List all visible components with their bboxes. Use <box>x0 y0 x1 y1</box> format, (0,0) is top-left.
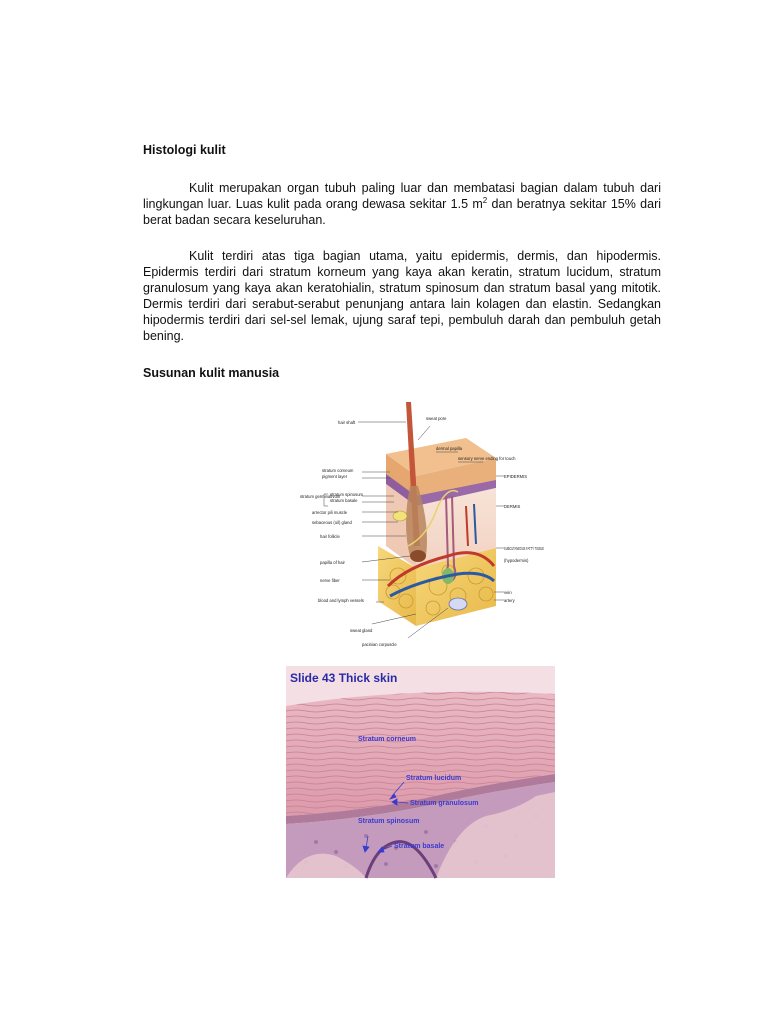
label-epidermis: EPIDERMIS <box>504 474 528 479</box>
skin-diagram <box>298 396 546 650</box>
label-lucidum: Stratum lucidum <box>406 775 462 782</box>
thick-skin-micrograph <box>286 666 555 878</box>
label-sensory-nerve: sensory nerve ending for touch <box>458 456 516 461</box>
label-basale: Stratum basale <box>394 843 445 850</box>
paragraph-1 <box>143 180 661 228</box>
pacinian-corpuscle <box>449 598 467 610</box>
label-dermis: DERMIS <box>504 504 521 509</box>
label-sweat-gland: sweat gland <box>350 628 373 633</box>
label-pigment-layer: pigment layer <box>322 474 348 479</box>
paragraph-2: Kulit terdiri atas tiga bagian utama, yaitu epidermis, dermis, dan hipodermis. Epidermis terdiri dari stratum korneum yang kaya akan keratin, stratum lucidum, stratum granulosum yang kaya akan keratohialin, stratum spinosum dan stratum basal yang mitotik. Dermis terdiri dari serabut-serabut penunjang antara lain kolagen dan elastin. Sedangkan hipodermis terdiri dari sel-sel lemak, ujung saraf tepi, pembuluh darah dan pembuluh getah bening. <box>143 249 661 343</box>
label-hair-shaft: hair shaft <box>338 420 356 425</box>
label-subcutaneous: SUBCUTANEOUS FATTY TISSUE <box>504 546 545 551</box>
label-dermal-papilla: dermal papilla <box>436 446 463 451</box>
superscript-2: 2 <box>482 195 488 205</box>
label-blood-lymph: blood and lymph vessels <box>318 598 364 603</box>
label-stratum-spinosum: stratum spinosum <box>330 492 364 497</box>
paragraph-1-text-b: dan beratnya sekitar 15% dari berat badan secara keseluruhan. <box>143 197 662 227</box>
label-papilla-of-hair: papilla of hair <box>320 560 345 565</box>
label-sweat-pore: sweat pore <box>426 416 447 421</box>
label-stratum-corneum: stratum corneum <box>322 468 354 473</box>
label-granulosum: Stratum granulosum <box>410 800 479 807</box>
label-stratum-germinativum: stratum germinativum <box>300 494 341 499</box>
paragraph-1-text-a: Kulit merupakan organ tubuh paling luar dan membatasi bagian dalam tubuh dari lingkungan luar. Luas kulit pada orang dewasa sekitar 1.5 m <box>143 181 661 211</box>
label-pacinian: pacinian corpuscle <box>362 642 397 647</box>
label-hair-follicle: hair follicle <box>320 534 340 539</box>
label-sebaceous-gland: sebaceous (oil) gland <box>312 520 352 525</box>
label-stratum-basale: stratum basale <box>330 498 358 503</box>
heading-susunan: Susunan kulit manusia <box>143 366 280 380</box>
label-corneum: Stratum corneum <box>358 736 416 743</box>
label-nerve-fiber: nerve fiber <box>320 578 340 583</box>
label-arrector-pili: arrector pili muscle <box>312 510 348 515</box>
label-vein: vein <box>504 590 512 595</box>
micrograph-title: Slide 43 Thick skin <box>290 671 398 685</box>
label-spinosum: Stratum spinosum <box>358 818 420 825</box>
heading-histologi: Histologi kulit <box>143 143 226 157</box>
label-hypodermis: (hypodermis) <box>504 558 529 563</box>
sebaceous-gland <box>393 511 407 521</box>
label-artery: artery <box>504 598 515 603</box>
